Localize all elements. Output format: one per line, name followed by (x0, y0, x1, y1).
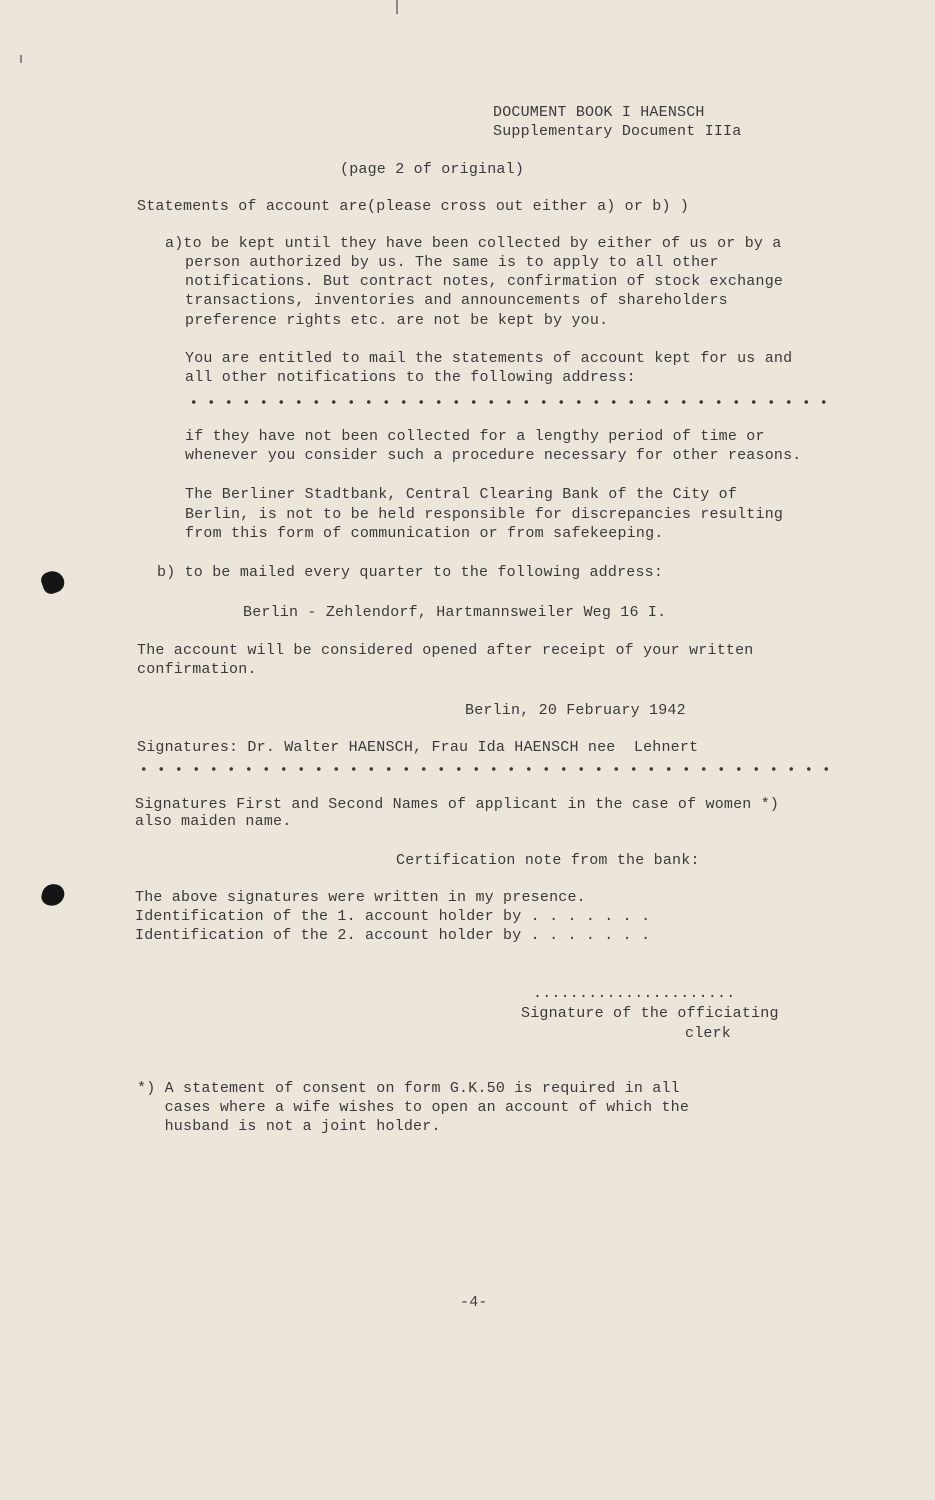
bank-line: Berlin, is not to be held responsible for discrepancies resulting (185, 506, 784, 523)
mail-line: all other notifications to the following address: (185, 369, 636, 386)
page-note: (page 2 of original) (340, 161, 525, 178)
page-number: -4- (460, 1294, 488, 1311)
section-a-line: notifications. But contract notes, confirmation of stock exchange (185, 273, 784, 290)
opening-line: The account will be considered opened after receipt of your written (137, 642, 754, 659)
stray-mark (20, 55, 22, 63)
bank-line: The Berliner Stadtbank, Central Clearing Bank of the City of (185, 486, 738, 503)
sign-note-line: also maiden name. (135, 813, 292, 830)
collected-line: if they have not been collected for a lengthy period of time or (185, 428, 765, 445)
footnote-line: *) A statement of consent on form G.K.50 is required in all (137, 1080, 680, 1097)
section-a-line: a)to be kept until they have been collected by either of us or by a (165, 235, 782, 252)
section-b-line: b) to be mailed every quarter to the following address: (157, 564, 664, 581)
section-b-address: Berlin - Zehlendorf, Hartmannsweiler Weg 16 I. (243, 604, 667, 621)
footnote-line: cases where a wife wishes to open an account of which the (137, 1099, 690, 1116)
punch-hole (39, 568, 67, 596)
bank-line: from this form of communication or from safekeeping. (185, 525, 664, 542)
collected-line: whenever you consider such a procedure necessary for other reasons. (185, 447, 802, 464)
section-a-line: transactions, inventories and announcements of shareholders (185, 292, 728, 309)
section-a-line: person authorized by us. The same is to apply to all other (185, 254, 719, 271)
intro-line: Statements of account are(please cross out either a) or b) ) (137, 198, 690, 215)
dotted-signature-line (135, 766, 830, 772)
certification-line: Identification of the 1. account holder by . . . . . . . (135, 908, 651, 925)
footnote-line: husband is not a joint holder. (137, 1118, 441, 1135)
punch-hole (40, 882, 67, 909)
certification-title: Certification note from the bank: (396, 852, 700, 869)
signatures-line: Signatures: Dr. Walter HAENSCH, Frau Ida HAENSCH nee Lehnert (137, 739, 699, 756)
mail-line: You are entitled to mail the statements of account kept for us and (185, 350, 793, 367)
certification-line: The above signatures were written in my presence. (135, 889, 586, 906)
document-book-title: DOCUMENT BOOK I HAENSCH (493, 104, 705, 121)
section-a-line: preference rights etc. are not be kept by you. (185, 312, 609, 329)
sign-note-line: Signatures First and Second Names of applicant in the case of women *) (135, 796, 780, 813)
dotted-address-line (185, 399, 830, 405)
certification-line: Identification of the 2. account holder by . . . . . . . (135, 927, 651, 944)
clerk-dots: ...................... (533, 985, 736, 1002)
place-date: Berlin, 20 February 1942 (465, 702, 686, 719)
supplementary-document-title: Supplementary Document IIIa (493, 123, 742, 140)
clerk-signature-label: Signature of the officiating (521, 1005, 779, 1022)
opening-line: confirmation. (137, 661, 257, 678)
clerk-label: clerk (685, 1025, 732, 1042)
stray-mark (396, 0, 398, 14)
